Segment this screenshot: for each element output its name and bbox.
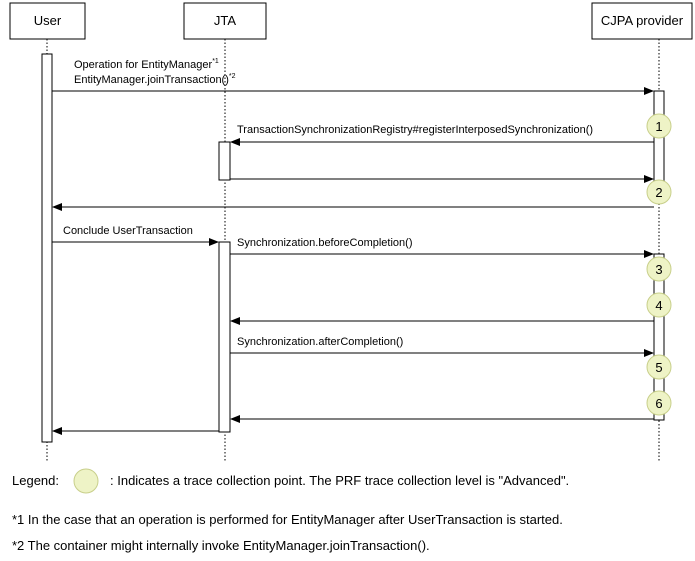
- message-after-label: Synchronization.afterCompletion(): [237, 336, 404, 348]
- message-join-label: EntityManager.joinTransaction()$^{*2}$: [74, 73, 236, 86]
- jta-activation-1: [219, 142, 230, 180]
- trace-point-3: [647, 257, 671, 281]
- message-entitymanager-operation: [52, 58, 653, 91]
- jta-activation-2: [219, 242, 230, 432]
- trace-point-2: [647, 180, 671, 204]
- message-after-completion: [230, 336, 653, 353]
- svg-text:4: 4: [655, 298, 663, 313]
- actor-jta-label: JTA: [213, 13, 237, 28]
- svg-text:2: 2: [655, 185, 663, 200]
- trace-point-4: [647, 293, 671, 317]
- actor-provider: [592, 3, 692, 39]
- message-conclude: [52, 225, 218, 242]
- message-conclude-label: Conclude UserTransaction: [63, 225, 193, 237]
- footnote-2: *2 The container might internally invoke EntityManager.joinTransaction().: [12, 538, 430, 553]
- message-register-sync: [231, 124, 654, 142]
- footnote-1: *1 In the case that an operation is performed for EntityManager after UserTransaction is started.: [12, 512, 563, 527]
- legend-text: : Indicates a trace collection point. The PRF trace collection level is "Advanced".: [110, 473, 570, 488]
- actor-user: [10, 3, 85, 39]
- trace-point-5: [647, 355, 671, 379]
- svg-text:6: 6: [655, 396, 663, 411]
- message-before-label: Synchronization.beforeCompletion(): [237, 237, 413, 249]
- message-before-completion: [230, 237, 653, 254]
- trace-point-1: [647, 114, 671, 138]
- svg-text:1: 1: [655, 119, 663, 134]
- user-activation: [42, 54, 52, 442]
- actor-provider-label: CJPA provider: [600, 13, 684, 28]
- actor-user-label: User: [33, 13, 62, 28]
- message-register-label: TransactionSynchronizationRegistry#registerInterposedSynchronization(): [237, 124, 594, 136]
- actor-jta: [184, 3, 266, 39]
- svg-text:3: 3: [655, 262, 663, 277]
- legend-label: Legend:: [12, 473, 59, 488]
- trace-point-6: [647, 391, 671, 415]
- legend-trace-icon: [72, 467, 100, 495]
- svg-text:5: 5: [655, 360, 663, 375]
- message-op-label: Operation for EntityManager$^{*1}$: [74, 58, 219, 71]
